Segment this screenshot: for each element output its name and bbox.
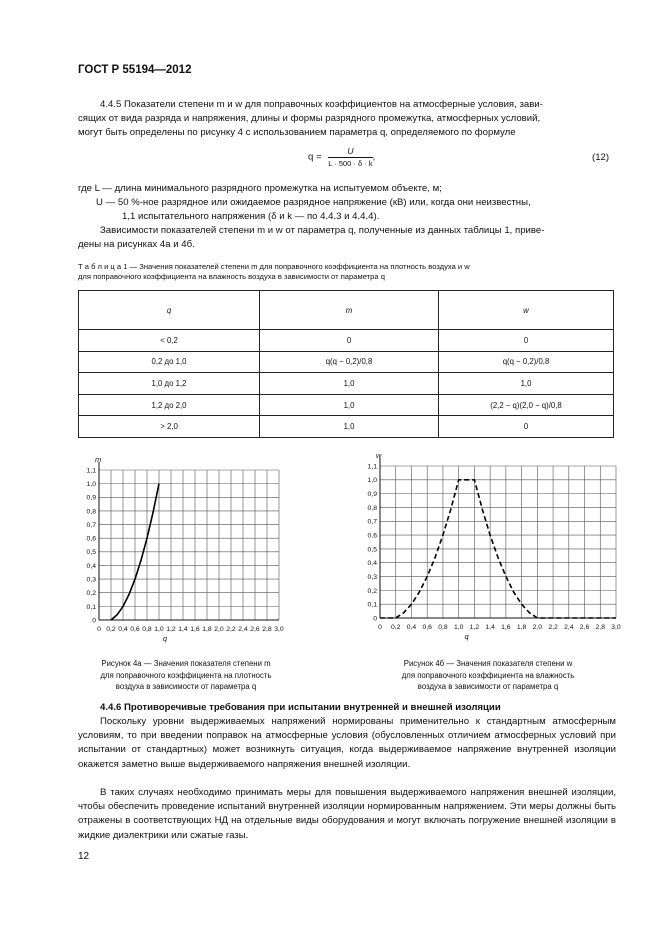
table-row: [79, 351, 614, 373]
y-tick-label: 0,2: [86, 590, 96, 598]
table-caption: [78, 262, 616, 282]
x-tick-label: 1,4: [178, 626, 188, 633]
x-tick-label: 0,6: [422, 624, 432, 631]
x-tick-label: 1,4: [485, 624, 495, 631]
table-header-m: m: [260, 291, 439, 330]
text-line: 4.4.5 Показатели степени m и w для поправочных коэффициентов на атмосферные условия, зави-: [100, 99, 543, 110]
chart-figure-4b: [360, 452, 622, 650]
table-cell: 1,0 до 1,2: [79, 373, 260, 395]
table-cell: 0,2 до 1,0: [79, 351, 260, 373]
section-4-4-6-paragraph-2: В таких случаях необходимо принимать меры для повышения выдерживаемого напряжения внешней изоляции, чтобы обеспечить проведение испытаний внутренней изоляции нормированным напряжением. Эти меры должны быть отражены в соответствующих НД на отдельные виды оборудования и могут включать погружение внешней изоляции в жидкие диэлектрики или сжатые газы.: [78, 787, 616, 841]
formula-lhs: q =: [308, 151, 322, 163]
x-tick-label: 2,8: [262, 626, 272, 633]
y-tick-label: 1,1: [367, 463, 377, 471]
figure-4a-caption: [56, 658, 316, 693]
x-tick-label: 0: [378, 624, 382, 631]
caption-line: Рисунок 4а — Значения показателя степени m: [101, 659, 271, 668]
y-tick-label: 0,8: [86, 508, 96, 516]
y-tick-label: 0,7: [367, 518, 377, 526]
x-tick-label: 3,0: [611, 624, 621, 631]
y-tick-label: 0,5: [86, 549, 96, 557]
formula-trail: ,: [372, 151, 376, 163]
caption-line: Рисунок 4б — Значения показателя степени w: [403, 659, 573, 668]
x-tick-label: 3,0: [274, 626, 284, 633]
x-tick-label: 1,8: [516, 624, 527, 631]
x-tick-label: 2,8: [595, 624, 605, 631]
x-tick-label: 0,4: [406, 624, 417, 631]
caption-line: для поправочного коэффициента на плотность: [100, 670, 272, 680]
table-row: [79, 416, 614, 438]
x-tick-label: 2,6: [250, 626, 260, 633]
x-tick-label: 1,0: [154, 626, 164, 633]
y-tick-label: 0,9: [86, 494, 96, 502]
y-tick-label: 0,3: [367, 573, 377, 581]
y-tick-label: 0,7: [86, 521, 96, 529]
table-cell: 0: [439, 330, 614, 352]
table-cell: q(q − 0,2)/0,8: [260, 351, 439, 373]
x-tick-label: 2,0: [214, 626, 224, 633]
page-number: 12: [78, 851, 90, 862]
x-tick-label: 0,8: [438, 624, 448, 631]
x-tick-label: 0,2: [391, 624, 401, 631]
definition-line: 1,1 испытательного напряжения (δ и k — по 4.4.3 и 4.4.4).: [122, 211, 380, 222]
formula-denominator: L · 500 · δ · k: [328, 159, 373, 168]
y-tick-label: 0,1: [86, 603, 96, 611]
x-tick-label: 2,6: [579, 624, 590, 631]
y-tick-label: 0: [92, 617, 96, 625]
data-table: [78, 290, 614, 438]
table-cell: 1,2 до 2,0: [79, 394, 260, 416]
y-tick-label: 0,6: [86, 535, 96, 543]
y-tick-label: 1,0: [86, 481, 96, 489]
x-tick-label: 0,6: [130, 626, 140, 633]
y-tick-label: 0,6: [367, 532, 377, 540]
x-tick-label: 0,8: [142, 626, 152, 633]
y-axis-label: w: [376, 452, 382, 460]
text-line: сящих от вида разряда и напряжения, длины и формы разрядного промежутка, атмосферных условий,: [78, 113, 541, 124]
y-tick-label: 0,3: [86, 576, 96, 584]
table-cell: 1,0: [260, 416, 439, 438]
dependency-text: Зависимости показателей степени m и w от параметра q, полученные из данных таблицы 1, приве-: [100, 225, 545, 236]
y-tick-label: 0,5: [367, 546, 377, 554]
table-cell: > 2,0: [79, 416, 260, 438]
figure-4b-caption: [358, 658, 618, 693]
x-tick-label: 2,2: [548, 624, 558, 631]
table-row: [79, 373, 614, 395]
x-tick-label: 1,6: [501, 624, 511, 631]
y-tick-label: 0,2: [367, 587, 377, 595]
x-tick-label: 2,4: [238, 626, 248, 633]
formula-fraction: [328, 146, 372, 168]
y-tick-label: 1,1: [86, 467, 96, 475]
x-tick-label: 2,0: [532, 624, 543, 631]
dependency-text: дены на рисунках 4а и 4б.: [78, 239, 195, 250]
caption-line: воздуха в зависимости от параметра q: [115, 682, 257, 691]
x-tick-label: 0,4: [118, 626, 128, 633]
table-header-row: [79, 291, 614, 330]
caption-line: воздуха в зависимости от параметра q: [417, 682, 559, 691]
y-tick-label: 0,8: [367, 504, 377, 512]
x-tick-label: 1,2: [469, 624, 480, 631]
x-tick-label: 1,2: [166, 626, 176, 633]
section-4-4-6-title: 4.4.6 Противоречивые требования при испытании внутренней и внешней изоляции: [100, 702, 501, 713]
table-caption-line: для поправочного коэффициента на влажность воздуха в зависимости от параметра q: [78, 272, 385, 281]
x-tick-label: 2,4: [564, 624, 574, 631]
table-cell: 0: [439, 416, 614, 438]
table-cell: 0: [260, 330, 439, 352]
table-cell: (2,2 − q)(2,0 − q)/0,8: [439, 394, 614, 416]
formula-numerator: U: [328, 146, 372, 158]
y-tick-label: 0,4: [86, 562, 96, 570]
x-tick-label: 2,2: [226, 626, 236, 633]
definition-line: U — 50 %-ное разрядное или ожидаемое разрядное напряжение (кВ) или, когда они неизвестны,: [96, 197, 531, 208]
table-cell: 1,0: [260, 394, 439, 416]
x-tick-label: 1,6: [190, 626, 200, 633]
x-tick-label: 1,8: [202, 626, 212, 633]
x-axis-label: q: [162, 634, 168, 643]
caption-line: для поправочного коэффициента на влажность: [401, 670, 575, 680]
x-tick-label: 1,0: [453, 624, 464, 631]
x-tick-label: 0,2: [106, 626, 116, 633]
y-tick-label: 0: [373, 615, 377, 623]
x-tick-label: 0: [97, 626, 101, 633]
table-cell: q(q − 0,2)/0,8: [439, 351, 614, 373]
y-tick-label: 1,0: [367, 477, 377, 485]
y-axis-label: m: [95, 456, 102, 464]
formula-number: (12): [592, 152, 610, 163]
table-row: [79, 394, 614, 416]
table-header-w: w: [439, 291, 614, 330]
formula-12: [308, 146, 375, 168]
chart-figure-4a: [52, 456, 302, 652]
text-line: могут быть определены по рисунку 4 с использованием параметра q, определяемого по формуле: [78, 127, 516, 138]
y-tick-label: 0,9: [367, 491, 377, 499]
y-tick-label: 0,1: [367, 601, 377, 609]
section-4-4-6-paragraph-1: Поскольку уровни выдерживаемых напряжений нормированы применительно к стандартным атмосферным условиям, то при введении поправок на атмосферные условия (обусловленных отличием атмосферных условий при испытании от стандартных) может возникнуть ситуация, когда выдерживаемое напряжение внутренней изоляции окажется заметно выше выдерживаемого напряжения внешней изоляции.: [78, 716, 616, 770]
table-cell: 1,0: [260, 373, 439, 395]
table-cell: 1,0: [439, 373, 614, 395]
y-tick-label: 0,4: [367, 560, 377, 568]
table-caption-line: Т а б л и ц а 1 — Значения показателей степени m для поправочного коэффициента на плотность воздуха и w: [78, 262, 470, 271]
document-header: ГОСТ Р 55194—2012: [78, 64, 192, 76]
x-axis-label: q: [464, 632, 469, 641]
definition-line: где L — длина минимального разрядного промежутка на испытуемом объекте, м;: [78, 183, 442, 194]
table-header-q: q: [79, 291, 260, 330]
table-cell: < 0,2: [79, 330, 260, 352]
table-row: [79, 330, 614, 352]
